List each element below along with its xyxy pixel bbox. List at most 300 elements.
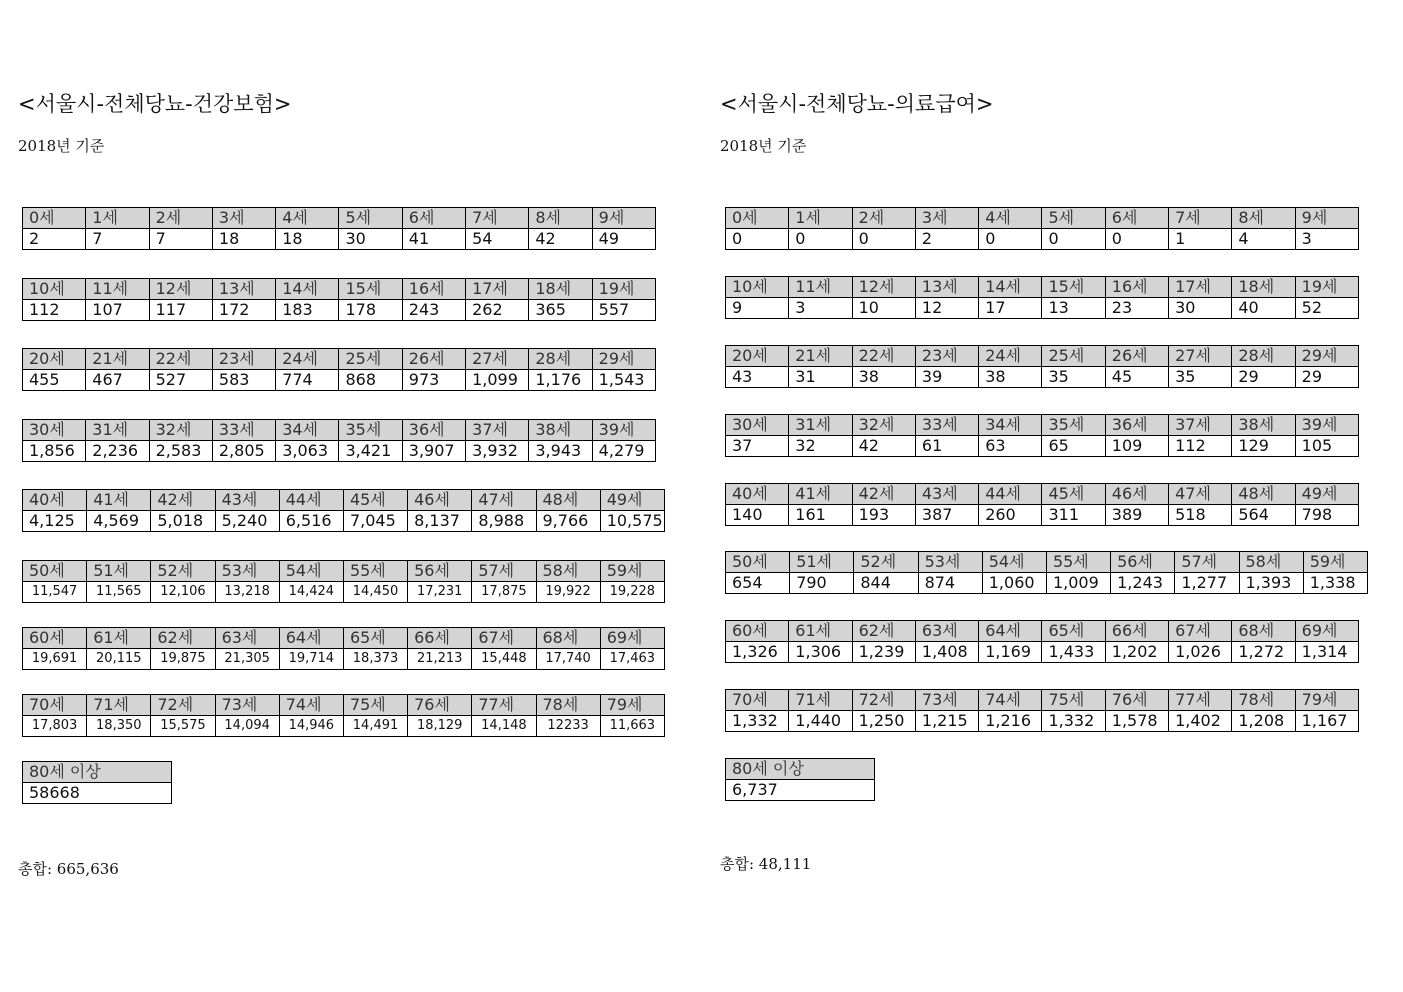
age-value: 527: [149, 370, 212, 391]
age-value: 387: [915, 505, 978, 526]
age-value: 1,332: [1042, 711, 1105, 732]
age-value: 0: [852, 229, 915, 250]
age-header: 4세: [979, 208, 1042, 229]
age-value: 1,393: [1239, 573, 1303, 594]
left-title: <서울시-전체당뇨-건강보험>: [18, 92, 292, 116]
age-header: 21세: [86, 349, 149, 370]
age-value: 10,575: [600, 511, 664, 532]
age-value: 365: [529, 300, 592, 321]
age-header: 35세: [339, 420, 402, 441]
age-value: 13: [1042, 298, 1105, 319]
age-value: 38: [852, 367, 915, 388]
right-table-50s: [725, 551, 1368, 594]
age-header: 13세: [915, 277, 978, 298]
age-header: 20세: [23, 349, 86, 370]
age-header: 8세: [1232, 208, 1295, 229]
age-value: 4,125: [23, 511, 87, 532]
age-value: 18: [212, 229, 275, 250]
age-value: 12: [915, 298, 978, 319]
age-header: 55세: [1046, 552, 1110, 573]
age-header: 37세: [466, 420, 529, 441]
age-header: 33세: [212, 420, 275, 441]
age-value: 18,129: [408, 716, 472, 737]
age-value: 1,009: [1046, 573, 1110, 594]
age-value: 105: [1295, 436, 1358, 457]
age-value: 17,463: [600, 649, 664, 670]
age-value: 19,922: [536, 582, 600, 603]
age-header: 51세: [790, 552, 854, 573]
age-value: 243: [402, 300, 465, 321]
age-value: 52: [1295, 298, 1358, 319]
age-header: 44세: [979, 484, 1042, 505]
age-value: 1: [1169, 229, 1232, 250]
age-value: 2,805: [212, 441, 275, 462]
age-header: 18세: [1232, 277, 1295, 298]
age-header: 25세: [339, 349, 402, 370]
age-value: 1,332: [726, 711, 789, 732]
age-header: 5세: [339, 208, 402, 229]
age-header: 34세: [979, 415, 1042, 436]
age-value: 1,169: [979, 642, 1042, 663]
age-value: 20,115: [87, 649, 151, 670]
age-header: 47세: [472, 490, 536, 511]
age-value: 2: [23, 229, 86, 250]
age-value: 1,167: [1295, 711, 1358, 732]
age-header: 63세: [915, 621, 978, 642]
age-value: 3,932: [466, 441, 529, 462]
age-value: 41: [402, 229, 465, 250]
age-value: 2: [915, 229, 978, 250]
left-table-70s: [22, 694, 665, 737]
age-header: 7세: [466, 208, 529, 229]
age-header: 69세: [1295, 621, 1358, 642]
age-value: 12233: [536, 716, 600, 737]
age-header: 39세: [592, 420, 655, 441]
right-total: 총합: 48,111: [720, 855, 812, 873]
age-value: 9,766: [536, 511, 600, 532]
age-value: 140: [726, 505, 789, 526]
age-header: 72세: [151, 695, 215, 716]
age-value: 262: [466, 300, 529, 321]
left-table-50s: [22, 560, 665, 603]
age-header: 76세: [1105, 690, 1168, 711]
age-value: 654: [726, 573, 790, 594]
age-value: 1,026: [1169, 642, 1232, 663]
age-header: 52세: [151, 561, 215, 582]
age-header: 64세: [279, 628, 343, 649]
age-value: 1,272: [1232, 642, 1295, 663]
age-value: 54: [466, 229, 529, 250]
age-header: 0세: [23, 208, 86, 229]
age-header: 17세: [1169, 277, 1232, 298]
age-header: 48세: [1232, 484, 1295, 505]
age-header: 50세: [23, 561, 87, 582]
age-value: 23: [1105, 298, 1168, 319]
age-header: 53세: [918, 552, 982, 573]
age-header: 74세: [979, 690, 1042, 711]
age-header: 77세: [1169, 690, 1232, 711]
age-header: 2세: [852, 208, 915, 229]
age-header: 42세: [151, 490, 215, 511]
age-header: 35세: [1042, 415, 1105, 436]
age-header: 69세: [600, 628, 664, 649]
age-value: 14,094: [215, 716, 279, 737]
age-value: 844: [854, 573, 918, 594]
age-header: 49세: [1295, 484, 1358, 505]
age-value: 19,714: [279, 649, 343, 670]
age-header: 58세: [1239, 552, 1303, 573]
age-value: 0: [1042, 229, 1105, 250]
age-header: 72세: [852, 690, 915, 711]
left-table-40s: [22, 489, 665, 532]
age-value: 14,946: [279, 716, 343, 737]
age-header: 47세: [1169, 484, 1232, 505]
age-header: 73세: [915, 690, 978, 711]
age-value: 1,215: [915, 711, 978, 732]
age-value: 65: [1042, 436, 1105, 457]
age-header: 63세: [215, 628, 279, 649]
age-value: 1,239: [852, 642, 915, 663]
age-value: 3: [1295, 229, 1358, 250]
age-value: 389: [1105, 505, 1168, 526]
age-header: 29세: [592, 349, 655, 370]
age-header: 55세: [343, 561, 407, 582]
age-header: 42세: [852, 484, 915, 505]
age-header: 14세: [979, 277, 1042, 298]
age-value: 7: [149, 229, 212, 250]
age-header: 46세: [1105, 484, 1168, 505]
right-table-70s: [725, 689, 1359, 732]
age-value: 557: [592, 300, 655, 321]
age-header: 54세: [279, 561, 343, 582]
age-value: 35: [1042, 367, 1105, 388]
right-table-0s: [725, 207, 1359, 250]
age-value: 19,228: [600, 582, 664, 603]
age-value: 0: [726, 229, 789, 250]
age-header: 15세: [1042, 277, 1105, 298]
age-header: 12세: [852, 277, 915, 298]
age-value: 49: [592, 229, 655, 250]
age-header: 19세: [1295, 277, 1358, 298]
age-header: 38세: [1232, 415, 1295, 436]
age-value: 193: [852, 505, 915, 526]
age-value: 1,208: [1232, 711, 1295, 732]
age-header: 7세: [1169, 208, 1232, 229]
age-value: 21,305: [215, 649, 279, 670]
age-header: 30세: [726, 415, 789, 436]
age-header: 44세: [279, 490, 343, 511]
age-header: 3세: [915, 208, 978, 229]
age-value: 31: [789, 367, 852, 388]
age-header: 68세: [536, 628, 600, 649]
age-value: 17,875: [472, 582, 536, 603]
age-header: 77세: [472, 695, 536, 716]
age-value: 455: [23, 370, 86, 391]
age-value: 973: [402, 370, 465, 391]
age-header: 56세: [1111, 552, 1175, 573]
age-value: 3,907: [402, 441, 465, 462]
age-value: 1,326: [726, 642, 789, 663]
age-value: 1,440: [789, 711, 852, 732]
age-header: 19세: [592, 279, 655, 300]
age-header: 26세: [1105, 346, 1168, 367]
age-value: 2,583: [149, 441, 212, 462]
age-header: 12세: [149, 279, 212, 300]
age-header: 46세: [408, 490, 472, 511]
age-value: 6,737: [726, 780, 875, 801]
age-header: 74세: [279, 695, 343, 716]
age-value: 5,018: [151, 511, 215, 532]
age-header: 15세: [339, 279, 402, 300]
age-value: 13,218: [215, 582, 279, 603]
age-value: 790: [790, 573, 854, 594]
age-value: 1,216: [979, 711, 1042, 732]
age-value: 43: [726, 367, 789, 388]
age-header: 71세: [789, 690, 852, 711]
left-subtitle: 2018년 기준: [18, 137, 105, 155]
age-value: 45: [1105, 367, 1168, 388]
age-value: 798: [1295, 505, 1358, 526]
age-value: 19,691: [23, 649, 87, 670]
age-value: 1,306: [789, 642, 852, 663]
left-table-80plus: [22, 761, 172, 804]
age-header: 26세: [402, 349, 465, 370]
age-value: 2,236: [86, 441, 149, 462]
age-header: 5세: [1042, 208, 1105, 229]
age-header: 24세: [979, 346, 1042, 367]
right-table-40s: [725, 483, 1359, 526]
age-header: 29세: [1295, 346, 1358, 367]
age-value: 37: [726, 436, 789, 457]
age-value: 260: [979, 505, 1042, 526]
age-value: 30: [1169, 298, 1232, 319]
age-header: 32세: [852, 415, 915, 436]
age-value: 0: [789, 229, 852, 250]
age-value: 30: [339, 229, 402, 250]
age-header: 28세: [1232, 346, 1295, 367]
age-value: 18,350: [87, 716, 151, 737]
age-value: 18,373: [343, 649, 407, 670]
age-header: 22세: [852, 346, 915, 367]
age-value: 0: [979, 229, 1042, 250]
age-header: 6세: [402, 208, 465, 229]
age-header: 59세: [600, 561, 664, 582]
age-header: 6세: [1105, 208, 1168, 229]
age-header: 43세: [215, 490, 279, 511]
age-header: 45세: [343, 490, 407, 511]
age-header: 78세: [1232, 690, 1295, 711]
age-header: 20세: [726, 346, 789, 367]
age-header: 4세: [276, 208, 339, 229]
age-value: 42: [529, 229, 592, 250]
age-header: 76세: [408, 695, 472, 716]
age-value: 3,063: [276, 441, 339, 462]
age-header: 67세: [1169, 621, 1232, 642]
age-header: 18세: [529, 279, 592, 300]
age-value: 467: [86, 370, 149, 391]
age-header: 22세: [149, 349, 212, 370]
age-header: 60세: [23, 628, 87, 649]
age-value: 5,240: [215, 511, 279, 532]
age-value: 1,060: [982, 573, 1046, 594]
age-header: 67세: [472, 628, 536, 649]
left-total: 총합: 665,636: [18, 860, 119, 878]
age-value: 1,338: [1303, 573, 1367, 594]
age-value: 1,202: [1105, 642, 1168, 663]
age-header: 60세: [726, 621, 789, 642]
age-header: 75세: [343, 695, 407, 716]
age-value: 172: [212, 300, 275, 321]
age-value: 8,988: [472, 511, 536, 532]
age-value: 17,740: [536, 649, 600, 670]
age-header: 70세: [726, 690, 789, 711]
age-value: 11,547: [23, 582, 87, 603]
age-value: 14,450: [343, 582, 407, 603]
age-header: 27세: [466, 349, 529, 370]
age-header: 40세: [23, 490, 87, 511]
age-value: 311: [1042, 505, 1105, 526]
age-header: 62세: [852, 621, 915, 642]
age-header: 30세: [23, 420, 86, 441]
right-table-30s: [725, 414, 1359, 457]
age-header: 49세: [600, 490, 664, 511]
age-header: 11세: [789, 277, 852, 298]
age-header: 61세: [789, 621, 852, 642]
age-value: 4: [1232, 229, 1295, 250]
age-value: 3,943: [529, 441, 592, 462]
age-header: 79세: [1295, 690, 1358, 711]
age-value: 17,231: [408, 582, 472, 603]
age-header: 52세: [854, 552, 918, 573]
age-value: 40: [1232, 298, 1295, 319]
age-value: 3: [789, 298, 852, 319]
age-value: 1,543: [592, 370, 655, 391]
age-header: 57세: [1175, 552, 1239, 573]
age-value: 10: [852, 298, 915, 319]
age-header: 62세: [151, 628, 215, 649]
age-value: 7: [86, 229, 149, 250]
age-header: 10세: [726, 277, 789, 298]
age-value: 1,176: [529, 370, 592, 391]
age-header: 41세: [87, 490, 151, 511]
age-header: 53세: [215, 561, 279, 582]
age-header: 54세: [982, 552, 1046, 573]
age-value: 117: [149, 300, 212, 321]
age-value: 112: [1169, 436, 1232, 457]
left-table-60s: [22, 627, 665, 670]
age-value: 12,106: [151, 582, 215, 603]
age-header: 45세: [1042, 484, 1105, 505]
age-header: 36세: [1105, 415, 1168, 436]
left-table-10s: [22, 278, 656, 321]
age-value: 7,045: [343, 511, 407, 532]
age-value: 14,148: [472, 716, 536, 737]
age-value: 4,279: [592, 441, 655, 462]
age-value: 564: [1232, 505, 1295, 526]
age-value: 21,213: [408, 649, 472, 670]
age-value: 0: [1105, 229, 1168, 250]
age-value: 11,663: [600, 716, 664, 737]
age-header: 36세: [402, 420, 465, 441]
age-value: 29: [1232, 367, 1295, 388]
age-header: 58세: [536, 561, 600, 582]
left-table-30s: [22, 419, 656, 462]
age-header: 71세: [87, 695, 151, 716]
age-value: 18: [276, 229, 339, 250]
age-value: 774: [276, 370, 339, 391]
age-header: 41세: [789, 484, 852, 505]
age-value: 1,856: [23, 441, 86, 462]
age-value: 58668: [23, 783, 172, 804]
age-header: 61세: [87, 628, 151, 649]
age-header: 10세: [23, 279, 86, 300]
age-value: 63: [979, 436, 1042, 457]
age-header: 21세: [789, 346, 852, 367]
age-value: 178: [339, 300, 402, 321]
age-header: 32세: [149, 420, 212, 441]
age-header: 78세: [536, 695, 600, 716]
age-value: 38: [979, 367, 1042, 388]
age-value: 11,565: [87, 582, 151, 603]
right-table-20s: [725, 345, 1359, 388]
age-header: 48세: [536, 490, 600, 511]
age-header: 13세: [212, 279, 275, 300]
age-value: 3,421: [339, 441, 402, 462]
age-header: 65세: [343, 628, 407, 649]
left-table-0s: [22, 207, 656, 250]
age-header: 70세: [23, 695, 87, 716]
age-header: 80세 이상: [23, 762, 172, 783]
age-value: 1,402: [1169, 711, 1232, 732]
right-table-10s: [725, 276, 1359, 319]
age-value: 129: [1232, 436, 1295, 457]
age-value: 15,448: [472, 649, 536, 670]
age-value: 1,277: [1175, 573, 1239, 594]
age-header: 80세 이상: [726, 759, 875, 780]
age-value: 112: [23, 300, 86, 321]
right-table-80plus: [725, 758, 875, 801]
age-header: 79세: [600, 695, 664, 716]
age-value: 15,575: [151, 716, 215, 737]
age-header: 17세: [466, 279, 529, 300]
age-value: 1,578: [1105, 711, 1168, 732]
age-header: 0세: [726, 208, 789, 229]
age-value: 4,569: [87, 511, 151, 532]
age-header: 25세: [1042, 346, 1105, 367]
age-header: 9세: [592, 208, 655, 229]
age-header: 31세: [789, 415, 852, 436]
age-value: 107: [86, 300, 149, 321]
age-value: 109: [1105, 436, 1168, 457]
age-value: 518: [1169, 505, 1232, 526]
age-header: 16세: [402, 279, 465, 300]
age-header: 16세: [1105, 277, 1168, 298]
age-header: 37세: [1169, 415, 1232, 436]
age-header: 68세: [1232, 621, 1295, 642]
age-value: 1,250: [852, 711, 915, 732]
right-title: <서울시-전체당뇨-의료급여>: [720, 92, 994, 116]
left-table-20s: [22, 348, 656, 391]
age-value: 17,803: [23, 716, 87, 737]
age-value: 161: [789, 505, 852, 526]
age-header: 1세: [789, 208, 852, 229]
age-header: 11세: [86, 279, 149, 300]
age-header: 34세: [276, 420, 339, 441]
age-header: 73세: [215, 695, 279, 716]
age-header: 57세: [472, 561, 536, 582]
age-value: 14,491: [343, 716, 407, 737]
age-header: 65세: [1042, 621, 1105, 642]
